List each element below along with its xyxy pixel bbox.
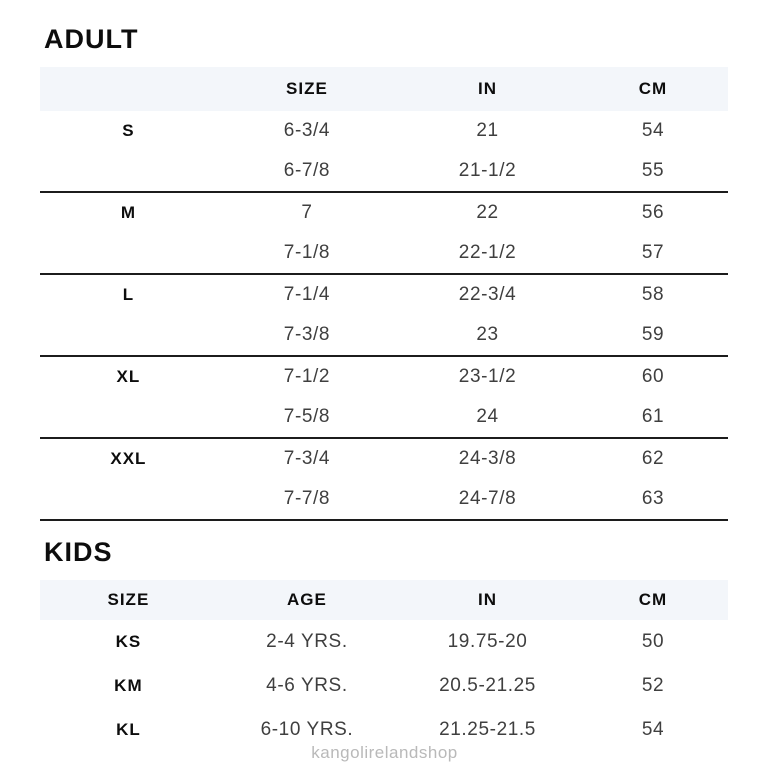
- in-value: 22-1/2: [458, 242, 517, 263]
- cm-value: 54: [641, 120, 665, 141]
- adult-header-cm: CM: [638, 79, 668, 98]
- age-value: 2-4 YRS.: [266, 631, 348, 652]
- cm-value: 63: [641, 488, 665, 509]
- cm-value: 57: [641, 242, 665, 263]
- adult-size-group: [40, 275, 728, 357]
- cm-value: 52: [641, 675, 665, 696]
- adult-table-row: [40, 357, 728, 397]
- adult-table-row: [40, 111, 728, 151]
- cm-value: 58: [641, 284, 665, 305]
- kids-size-label: KL: [116, 720, 141, 739]
- in-value: 20.5-21.25: [439, 675, 536, 696]
- in-value: 22-3/4: [458, 284, 517, 305]
- kids-table-row: [40, 620, 728, 664]
- size-value: 7-3/4: [283, 448, 331, 469]
- in-value: 22: [476, 202, 499, 223]
- in-value: 21-1/2: [458, 160, 517, 181]
- in-value: 23-1/2: [458, 366, 517, 387]
- size-group-label: XXL: [110, 449, 147, 468]
- cm-value: 56: [641, 202, 665, 223]
- kids-size-label: KS: [115, 632, 142, 651]
- size-value: 6-3/4: [283, 120, 331, 141]
- adult-size-group: [40, 111, 728, 193]
- age-value: 4-6 YRS.: [266, 675, 348, 696]
- size-value: 7-1/8: [283, 242, 331, 263]
- watermark-text: kangolirelandshop: [311, 743, 458, 762]
- in-value: 19.75-20: [447, 631, 528, 652]
- kids-size-table: [40, 580, 728, 752]
- adult-table-row: [40, 315, 728, 355]
- size-value: 7: [301, 202, 313, 223]
- size-chart-content: [40, 24, 728, 752]
- adult-size-group: [40, 439, 728, 521]
- size-value: 7-5/8: [283, 406, 331, 427]
- size-value: 6-7/8: [283, 160, 331, 181]
- kids-section-title: KIDS: [44, 537, 113, 567]
- cm-value: 50: [641, 631, 665, 652]
- size-value: 7-1/4: [283, 284, 331, 305]
- kids-table-body: [40, 620, 728, 752]
- cm-value: 60: [641, 366, 665, 387]
- adult-table-row: [40, 193, 728, 233]
- adult-table-row: [40, 275, 728, 315]
- adult-table-row: [40, 151, 728, 191]
- adult-table-row: [40, 397, 728, 437]
- kids-table-header-row: [40, 580, 728, 620]
- kids-header-in: IN: [478, 590, 498, 609]
- adult-size-table: [40, 67, 728, 521]
- adult-table-body: [40, 111, 728, 521]
- in-value: 23: [476, 324, 499, 345]
- cm-value: 54: [641, 719, 665, 740]
- in-value: 24: [476, 406, 499, 427]
- age-value: 6-10 YRS.: [260, 719, 354, 740]
- adult-table-row: [40, 439, 728, 479]
- in-value: 21: [476, 120, 499, 141]
- size-value: 7-7/8: [283, 488, 331, 509]
- in-value: 21.25-21.5: [439, 719, 536, 740]
- adult-section-title: ADULT: [44, 24, 139, 54]
- kids-header-age: AGE: [287, 590, 327, 609]
- cm-value: 62: [641, 448, 665, 469]
- adult-header-size: SIZE: [286, 79, 328, 98]
- adult-table-row: [40, 479, 728, 519]
- kids-header-size: SIZE: [107, 590, 150, 609]
- adult-size-group: [40, 357, 728, 439]
- in-value: 24-3/8: [458, 448, 517, 469]
- adult-table-row: [40, 233, 728, 273]
- cm-value: 55: [641, 160, 665, 181]
- size-group-label: S: [122, 121, 135, 140]
- size-group-label: M: [120, 203, 136, 222]
- size-group-label: XL: [116, 367, 141, 386]
- cm-value: 61: [641, 406, 665, 427]
- kids-table-row: [40, 664, 728, 708]
- in-value: 24-7/8: [458, 488, 517, 509]
- size-value: 7-1/2: [283, 366, 331, 387]
- kids-header-cm: CM: [638, 590, 668, 609]
- adult-size-group: [40, 193, 728, 275]
- cm-value: 59: [641, 324, 665, 345]
- adult-header-in: IN: [478, 79, 498, 98]
- size-value: 7-3/8: [283, 324, 331, 345]
- adult-table-header-row: [40, 67, 728, 111]
- kids-size-label: KM: [114, 676, 143, 695]
- size-group-label: L: [122, 285, 135, 304]
